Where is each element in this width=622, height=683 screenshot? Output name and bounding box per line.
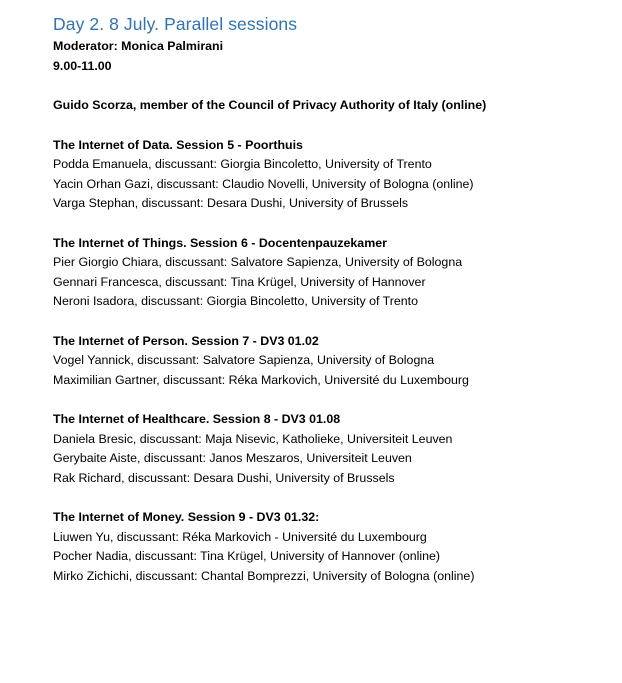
session-entry: Yacin Orhan Gazi, discussant: Claudio Novelli, University of Bologna (online) [53,176,474,191]
session-entry: Gerybaite Aiste, discussant: Janos Meszaros, Universiteit Leuven [53,451,412,465]
keynote-block [53,96,540,116]
session-heading: The Internet of Healthcare. Session 8 - DV3 01.08 [53,412,341,426]
moderator-line: Moderator: Monica Palmirani [53,39,224,53]
session-6 [53,234,540,312]
session-heading: The Internet of Things. Session 6 - Docentenpauzekamer [53,235,387,250]
session-7 [53,332,540,391]
session-entry: Neroni Isadora, discussant: Giorgia Bincoletto, University of Trento [53,294,419,308]
session-8 [53,410,540,488]
page-title: Day 2. 8 July. Parallel sessions [53,14,298,34]
session-entry: Maximilian Gartner, discussant: Réka Markovich, Université du Luxembourg [53,372,469,387]
session-entry: Mirko Zichichi, discussant: Chantal Bomprezzi, University of Bologna (online) [53,568,475,583]
session-heading: The Internet of Person. Session 7 - DV3 01.02 [53,333,319,348]
time-line: 9.00-11.00 [53,59,112,73]
session-entry: Podda Emanuela, discussant: Giorgia Bincoletto, University of Trento [53,157,432,171]
session-entry: Liuwen Yu, discussant: Réka Markovich - Université du Luxembourg [53,529,427,544]
session-entry: Daniela Bresic, discussant: Maja Nisevic, Katholieke, Universiteit Leuven [53,431,453,446]
session-entry: Vogel Yannick, discussant: Salvatore Sapienza, University of Bologna [53,353,435,367]
session-entry: Pier Giorgio Chiara, discussant: Salvatore Sapienza, University of Bologna [53,255,463,269]
session-heading: The Internet of Money. Session 9 - DV3 01.32: [53,510,320,524]
session-entry: Varga Stephan, discussant: Desara Dushi, University of Brussels [53,196,409,210]
session-entry: Gennari Francesca, discussant: Tina Krügel, University of Hannover [53,274,426,289]
session-9 [53,508,540,586]
session-entry: Rak Richard, discussant: Desara Dushi, University of Brussels [53,470,395,485]
session-entry: Pocher Nadia, discussant: Tina Krügel, University of Hannover (online) [53,549,441,563]
session-5 [53,136,540,214]
session-heading: The Internet of Data. Session 5 - Poorthuis [53,137,303,152]
keynote-speaker: Guido Scorza, member of the Council of Privacy Authority of Italy (online) [53,98,487,112]
